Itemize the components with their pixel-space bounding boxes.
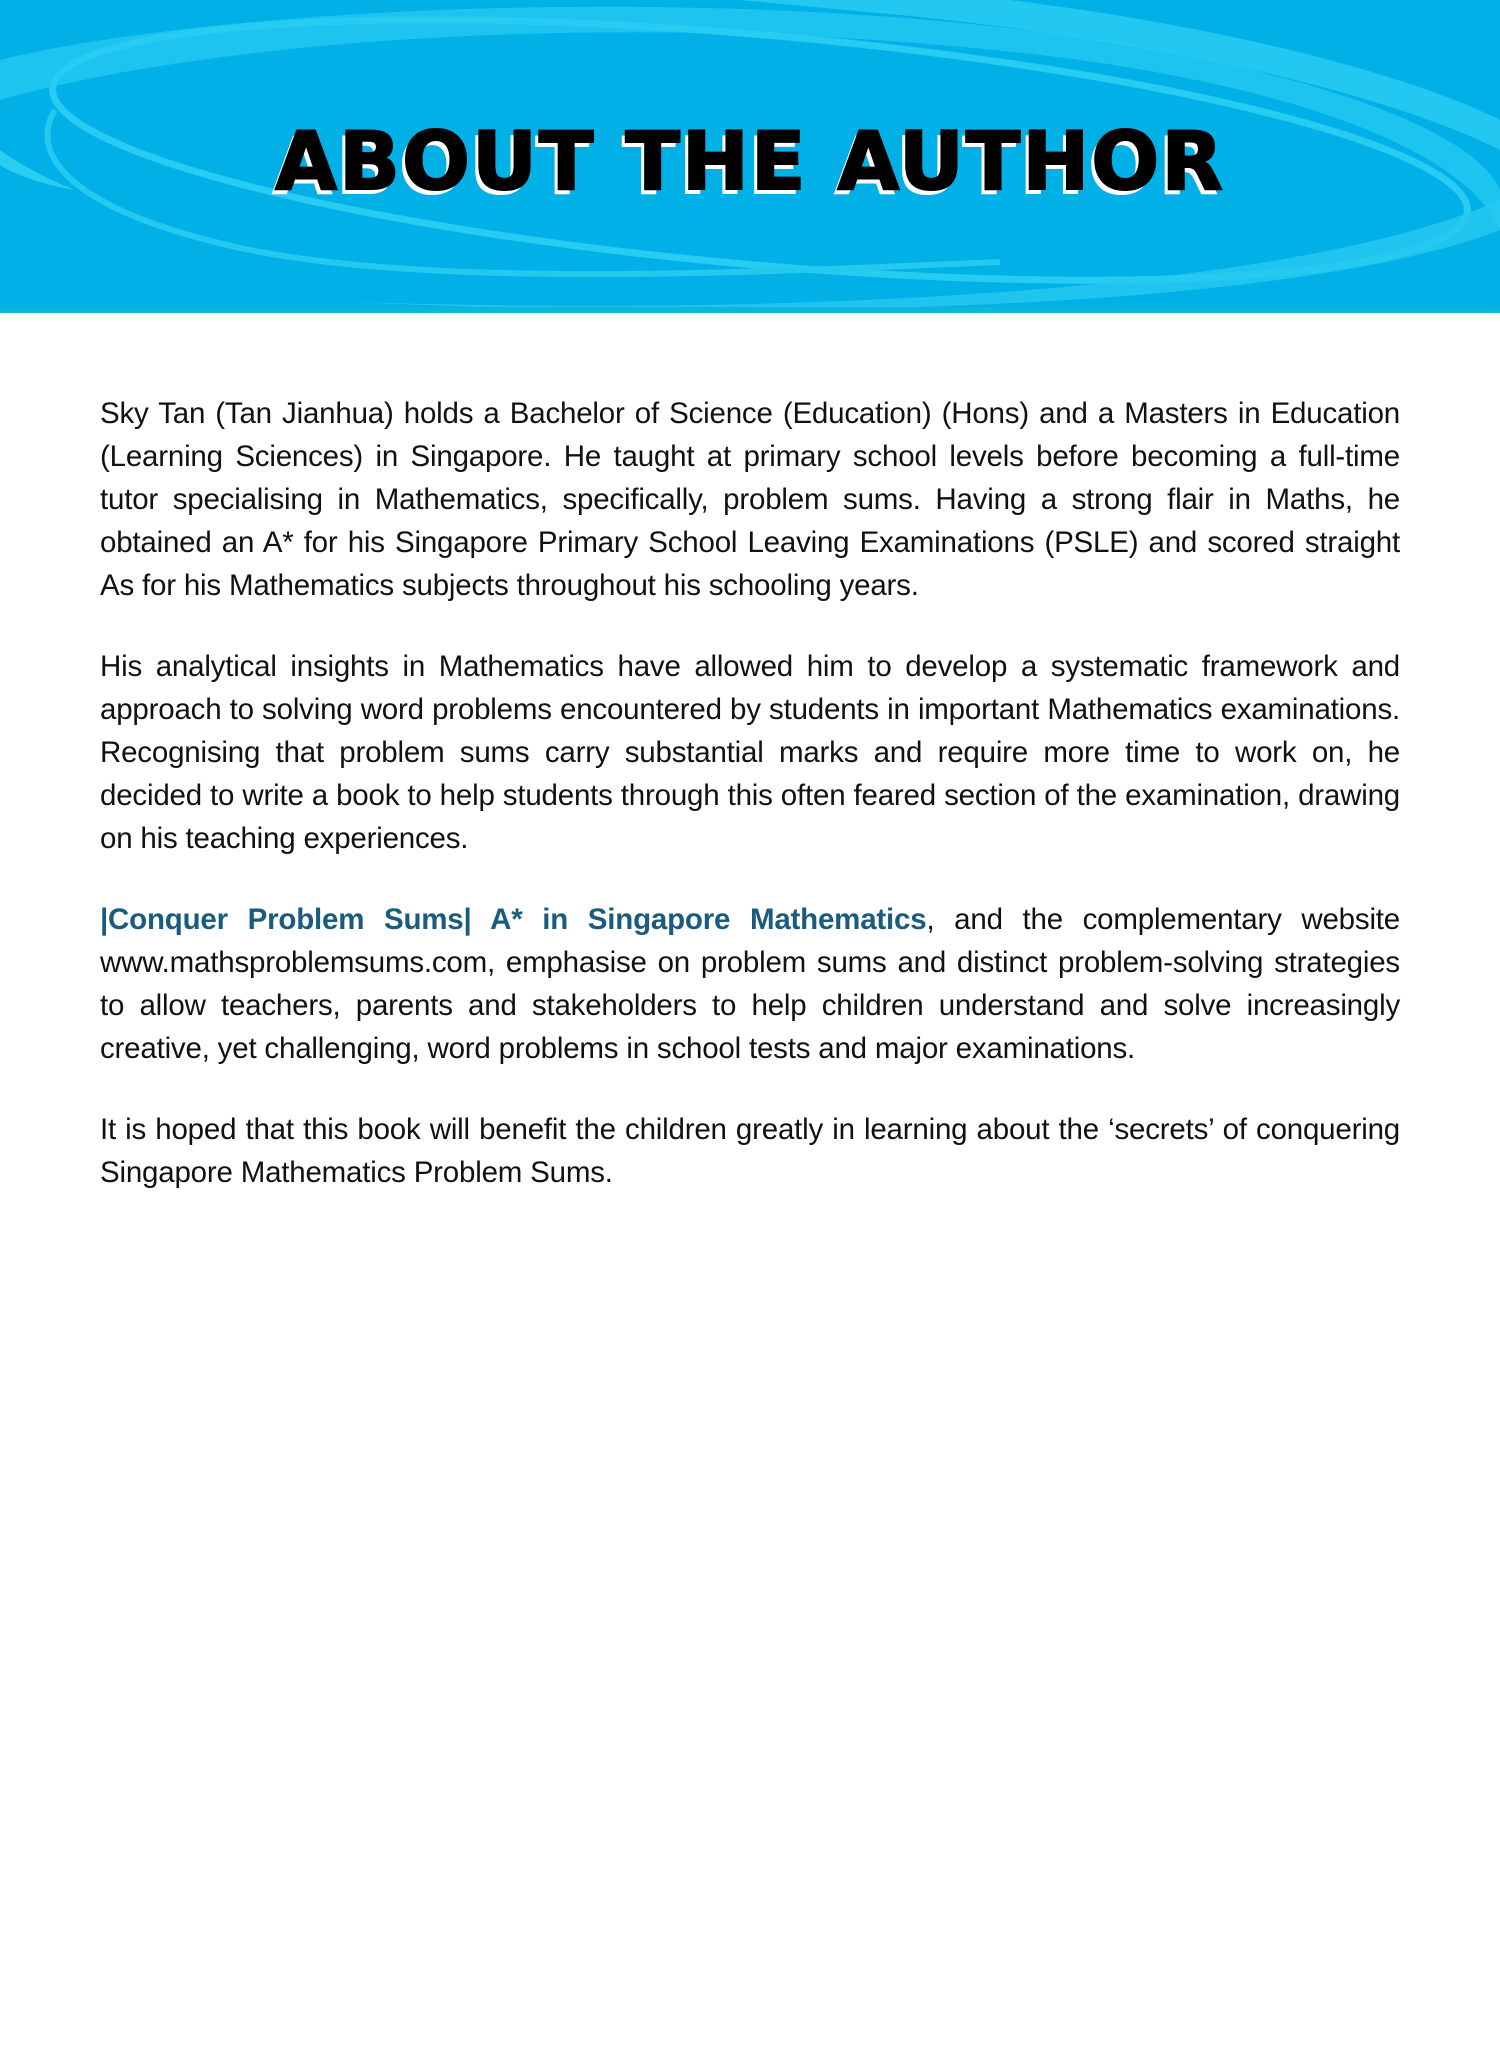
book-description: , and the complementary website www.mathsproblemsums.com, emphasise on problem sums and distinct problem-solving strategies to allow teachers, parents and stakeholders to help children understand and solve increasingly creative, yet challenging, word problems in school tests and major examinations. (100, 903, 1400, 1065)
book-title: |Conquer Problem Sums| A* in Singapore Mathematics (100, 903, 927, 936)
author-bio (100, 392, 1400, 1232)
page-title: ABOUT THE AUTHOR (275, 115, 1225, 208)
bio-paragraph-book (100, 898, 1400, 1070)
bio-paragraph-insights: His analytical insights in Mathematics have allowed him to develop a systematic framework and approach to solving word problems encountered by students in important Mathematics examinations. Recognising that problem sums carry substantial marks and require more time to work on, he decided to write a book to help students through this often feared section of the examination, drawing on his teaching experiences. (100, 650, 1400, 855)
banner-divider (0, 313, 1500, 319)
header-banner (0, 0, 1500, 313)
bio-paragraph-closing: It is hoped that this book will benefit the children greatly in learning about the ‘secrets’ of conquering Singapore Mathematics Problem Sums. (100, 1113, 1400, 1189)
bio-paragraph-education: Sky Tan (Tan Jianhua) holds a Bachelor of Science (Education) (Hons) and a Masters in Education (Learning Sciences) in Singapore. He taught at primary school levels before becoming a full-time tutor specialising in Mathematics, specifically, problem sums. Having a strong flair in Maths, he obtained an A* for his Singapore Primary School Leaving Examinations (PSLE) and scored straight As for his Mathematics subjects throughout his schooling years. (100, 397, 1400, 602)
